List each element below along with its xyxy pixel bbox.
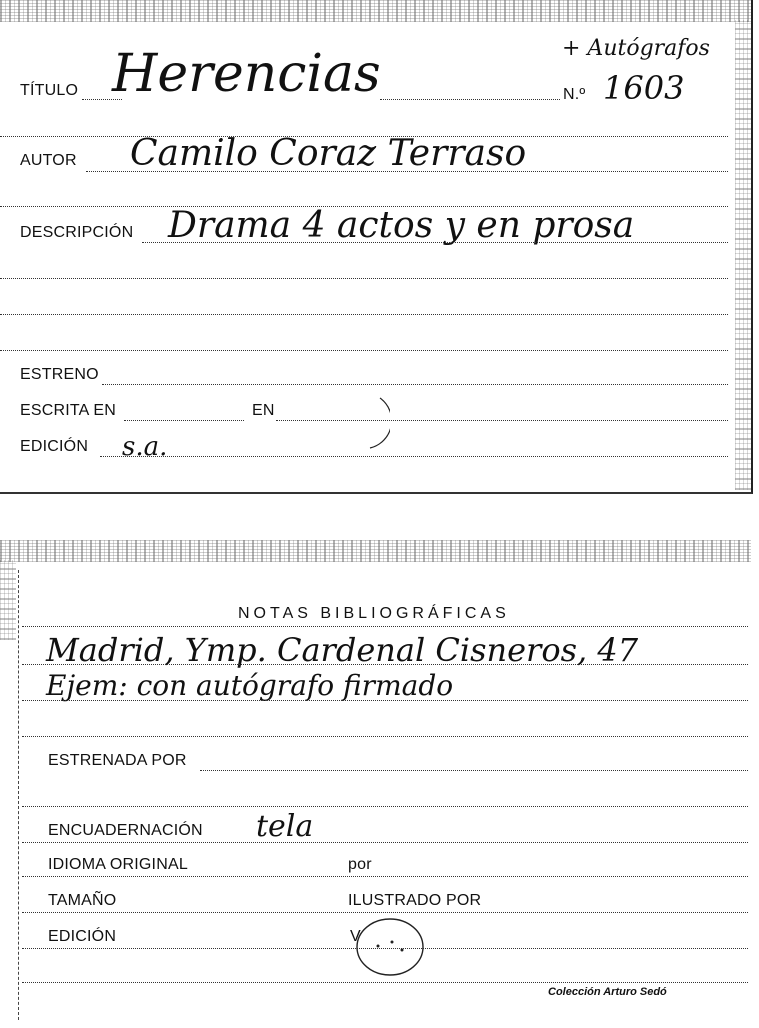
- titulo-label: TÍTULO: [20, 82, 79, 99]
- rule: [22, 912, 748, 913]
- tamano-label: TAMAÑO: [48, 892, 117, 909]
- card-left-edge: [18, 570, 19, 1020]
- autor-label: AUTOR: [20, 152, 77, 169]
- card-edge-texture-left: [0, 560, 16, 640]
- numero-value: 1603: [603, 69, 685, 107]
- rule: [0, 350, 728, 351]
- rule: [82, 99, 122, 100]
- notes-line-2: Ejem: con autógrafo firmado: [46, 669, 454, 702]
- card-edge-texture: [0, 0, 751, 22]
- numero-note: + Autógrafos: [562, 36, 710, 61]
- ilustrado-por-label: ILUSTRADO POR: [348, 892, 482, 909]
- v-label: V: [350, 928, 361, 945]
- idioma-original-label: IDIOMA ORIGINAL: [48, 856, 188, 873]
- rule: [0, 278, 728, 279]
- rule: [200, 770, 748, 771]
- estreno-label: ESTRENO: [20, 366, 99, 383]
- collection-credit: Colección Arturo Sedó: [548, 986, 667, 998]
- rule: [100, 456, 728, 457]
- catalog-card-back: [0, 540, 751, 1028]
- stamp-circle: [354, 916, 426, 978]
- edicion-value: s.a.: [122, 432, 168, 462]
- card-edge-texture: [0, 540, 751, 562]
- rule: [380, 99, 560, 100]
- escrita-en-label: ESCRITA EN: [20, 402, 116, 419]
- descripcion-value: Drama 4 actos y en prosa: [168, 205, 635, 246]
- rule: [22, 664, 748, 665]
- rule: [86, 171, 728, 172]
- encuadernacion-value: tela: [256, 809, 314, 844]
- notas-heading: NOTAS BIBLIOGRÁFICAS: [238, 605, 510, 622]
- notes-line-1: Madrid, Ymp. Cardenal Cisneros, 47: [46, 631, 639, 669]
- punch-hole-mark: [330, 392, 390, 454]
- estrenada-por-label: ESTRENADA POR: [48, 752, 187, 769]
- edicion-label: EDICIÓN: [20, 438, 89, 455]
- rule: [22, 982, 748, 983]
- encuadernacion-label: ENCUADERNACIÓN: [48, 822, 203, 839]
- en-label: EN: [252, 402, 275, 419]
- rule: [22, 736, 748, 737]
- rule: [124, 420, 244, 421]
- rule: [22, 700, 748, 701]
- rule: [102, 384, 728, 385]
- autor-value: Camilo Coraz Terraso: [130, 133, 527, 174]
- titulo-value: Herencias: [112, 44, 381, 104]
- descripcion-label: DESCRIPCIÓN: [20, 224, 134, 241]
- numero-label: N.º: [563, 86, 586, 103]
- card-edge-texture-right: [735, 20, 751, 490]
- rule: [22, 806, 748, 807]
- catalog-card-front: [0, 0, 753, 494]
- edicion-label-bottom: EDICIÓN: [48, 928, 117, 945]
- rule: [142, 242, 728, 243]
- rule: [22, 842, 748, 843]
- rule: [0, 314, 728, 315]
- por-label: por: [348, 856, 372, 873]
- rule: [22, 626, 748, 627]
- rule: [22, 876, 748, 877]
